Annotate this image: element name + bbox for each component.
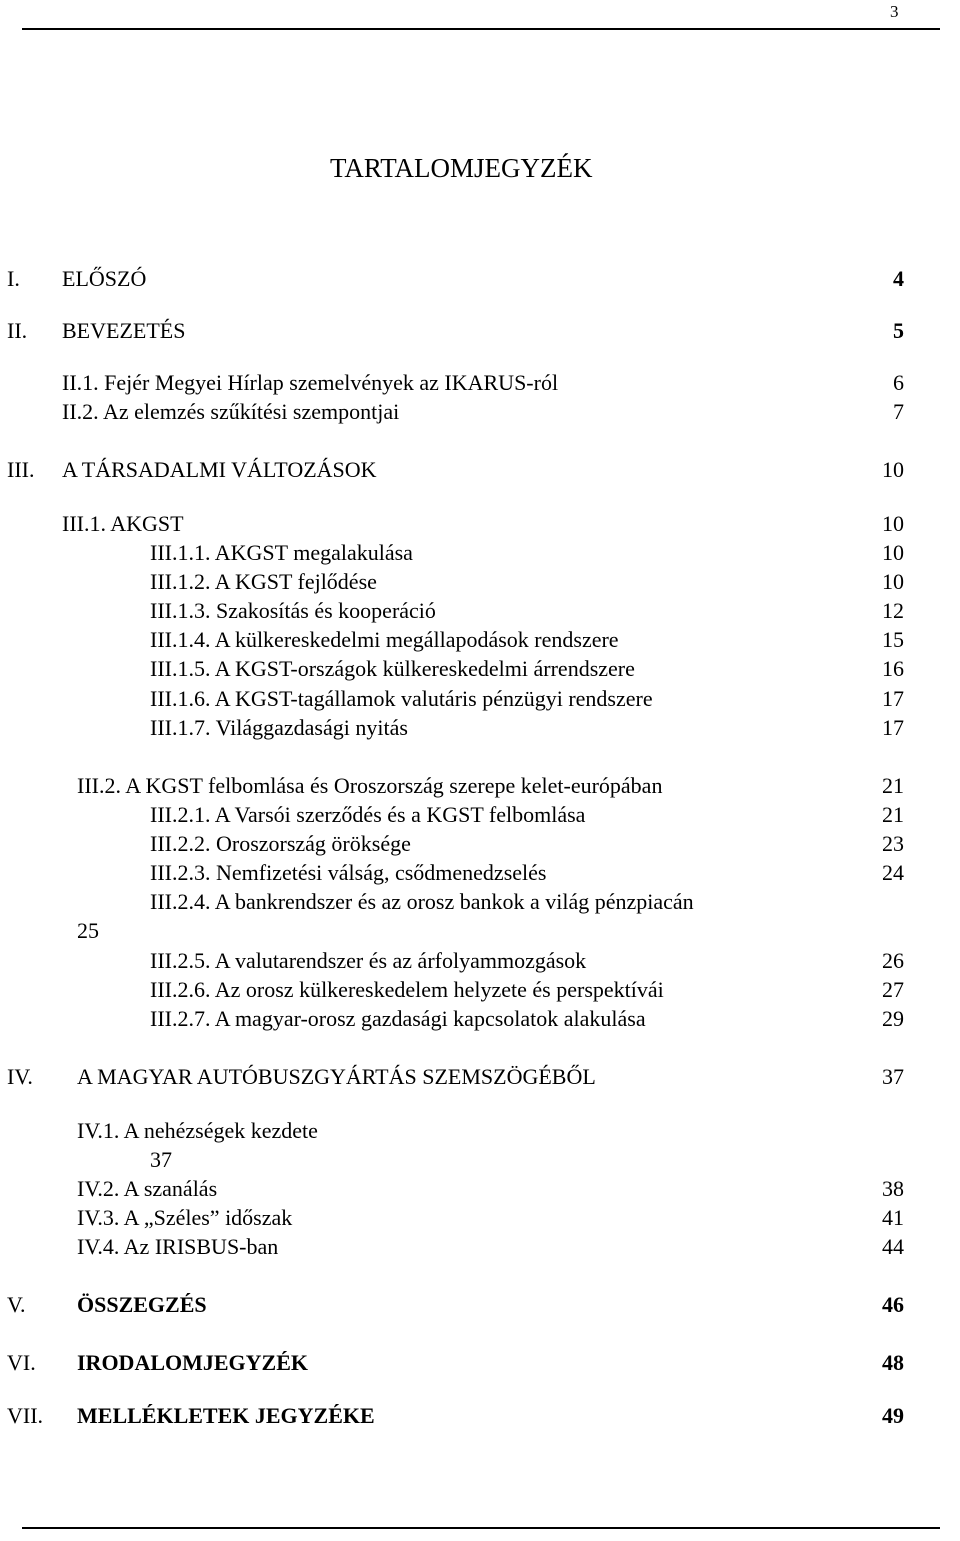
toc-page-iii-1-3: 12 [882,598,904,623]
toc-num-i: I. [7,266,20,291]
toc-num-iii: III. [7,457,35,482]
toc-page-iii-1-6: 17 [882,686,904,711]
toc-entry-iii-1-3[interactable]: III.1.3. Szakosítás és kooperáció [150,598,436,623]
toc-entry-iv[interactable]: A MAGYAR AUTÓBUSZGYÁRTÁS SZEMSZÖGÉBŐL [77,1064,596,1089]
toc-page-v: 46 [882,1292,904,1317]
toc-page-iii-1-7: 17 [882,715,904,740]
toc-page-iv-1: 37 [150,1147,172,1172]
toc-page-iii-2-5: 26 [882,948,904,973]
toc-entry-vi[interactable]: IRODALOMJEGYZÉK [77,1350,309,1375]
toc-entry-iii-2[interactable]: III.2. A KGST felbomlása és Oroszország szerepe kelet-európában [77,773,663,798]
header-rule [22,28,940,30]
toc-entry-iii-2-7[interactable]: III.2.7. A magyar-orosz gazdasági kapcsolatok alakulása [150,1006,646,1031]
toc-entry-iii-2-4[interactable]: III.2.4. A bankrendszer és az orosz bankok a világ pénzpiacán [150,889,694,914]
toc-entry-iv-2[interactable]: IV.2. A szanálás [77,1176,218,1201]
toc-entry-iii-1-6[interactable]: III.1.6. A KGST-tagállamok valutáris pénzügyi rendszere [150,686,653,711]
toc-entry-ii-1[interactable]: II.1. Fejér Megyei Hírlap szemelvények az IKARUS-ról [62,370,559,395]
toc-entry-ii[interactable]: BEVEZETÉS [62,318,186,343]
toc-page-iii-2-1: 21 [882,802,904,827]
toc-entry-ii-2[interactable]: II.2. Az elemzés szűkítési szempontjai [62,399,400,424]
toc-page-iii-2: 21 [882,773,904,798]
toc-entry-iii-1-5[interactable]: III.1.5. A KGST-országok külkereskedelmi árrendszere [150,656,635,681]
toc-page-iv-3: 41 [882,1205,904,1230]
toc-page-ii-2: 7 [893,399,904,424]
toc-entry-iii-2-5[interactable]: III.2.5. A valutarendszer és az árfolyammozgások [150,948,587,973]
toc-entry-iii-1-7[interactable]: III.1.7. Világgazdasági nyitás [150,715,408,740]
toc-page-ii-1: 6 [893,370,904,395]
toc-entry-iii[interactable]: A TÁRSADALMI VÁLTOZÁSOK [62,457,377,482]
toc-entry-iii-1-2[interactable]: III.1.2. A KGST fejlődése [150,569,377,594]
toc-page-iii-1-4: 15 [882,627,904,652]
toc-page-iii-2-2: 23 [882,831,904,856]
toc-page-iv-2: 38 [882,1176,904,1201]
toc-page-iii-2-4: 25 [77,918,99,943]
toc-page-iii-2-6: 27 [882,977,904,1002]
toc-num-iv: IV. [7,1064,33,1089]
toc-num-vi: VI. [7,1350,36,1375]
toc-entry-iii-1-4[interactable]: III.1.4. A külkereskedelmi megállapodások rendszere [150,627,619,652]
toc-page-iii: 10 [882,457,904,482]
toc-entry-iv-3[interactable]: IV.3. A „Széles” időszak [77,1205,293,1230]
toc-entry-iii-1[interactable]: III.1. AKGST [62,511,184,536]
toc-entry-i[interactable]: ELŐSZÓ [62,266,147,291]
toc-entry-iii-2-6[interactable]: III.2.6. Az orosz külkereskedelem helyzete és perspektívái [150,977,664,1002]
toc-page-iii-1-1: 10 [882,540,904,565]
toc-page-vii: 49 [882,1403,904,1428]
footer-rule [22,1527,940,1529]
toc-num-vii: VII. [7,1403,44,1428]
toc-entry-iii-2-2[interactable]: III.2.2. Oroszország öröksége [150,831,411,856]
toc-entry-vii[interactable]: MELLÉKLETEK JEGYZÉKE [77,1403,375,1428]
toc-page-iv-4: 44 [882,1234,904,1259]
page-title: TARTALOMJEGYZÉK [330,153,593,183]
toc-entry-iii-2-3[interactable]: III.2.3. Nemfizetési válság, csődmenedzselés [150,860,547,885]
toc-page-i: 4 [893,266,904,291]
toc-entry-iv-4[interactable]: IV.4. Az IRISBUS-ban [77,1234,279,1259]
toc-page-iii-2-3: 24 [882,860,904,885]
toc-page-iii-1-2: 10 [882,569,904,594]
toc-page-vi: 48 [882,1350,904,1375]
toc-page-iii-1-5: 16 [882,656,904,681]
toc-page-iii-1: 10 [882,511,904,536]
toc-page-iv: 37 [882,1064,904,1089]
toc-entry-iii-2-1[interactable]: III.2.1. A Varsói szerződés és a KGST felbomlása [150,802,586,827]
toc-entry-iii-1-1[interactable]: III.1.1. AKGST megalakulása [150,540,413,565]
page-number: 3 [890,2,899,21]
toc-entry-v[interactable]: ÖSSZEGZÉS [77,1292,207,1317]
toc-page-ii: 5 [893,318,904,343]
toc-num-v: V. [7,1292,26,1317]
toc-entry-iv-1[interactable]: IV.1. A nehézségek kezdete [77,1118,318,1143]
toc-num-ii: II. [7,318,28,343]
toc-page-iii-2-7: 29 [882,1006,904,1031]
